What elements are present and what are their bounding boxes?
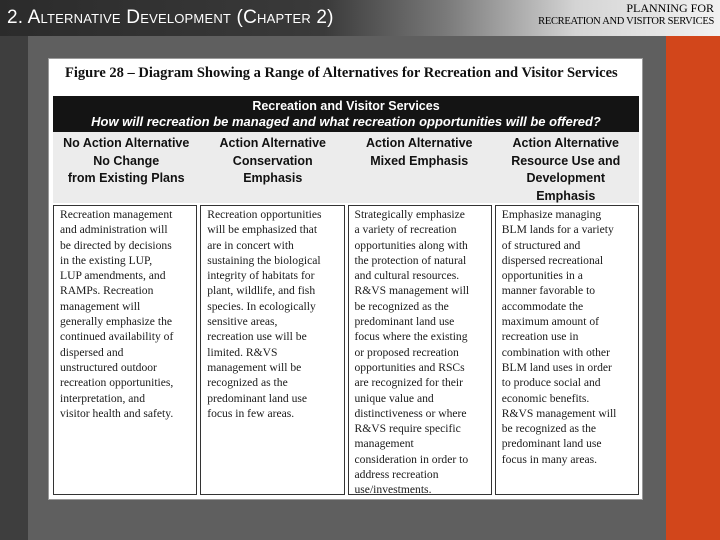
accent-strip xyxy=(666,36,720,540)
cell-text-line: recreation use will be xyxy=(207,330,307,344)
heading-line: Resource Use and xyxy=(511,153,621,168)
table-banner xyxy=(53,96,639,132)
heading-line: No Change xyxy=(93,153,160,168)
cell-text-line: maximum amount of xyxy=(501,315,599,329)
cell-text-line: combination with other xyxy=(501,345,610,359)
cell-text-line: focus in many areas. xyxy=(501,452,598,466)
cell-text-line: recreation use in xyxy=(501,330,579,344)
cell-text-line: address recreation xyxy=(354,468,439,482)
cell-text-line: continued availability of xyxy=(60,330,174,344)
cell-text-line: predominant land use xyxy=(207,391,308,405)
cell-text-line: plant, wildlife, and fish xyxy=(207,284,316,298)
cell-text-line: R&VS management will xyxy=(501,406,617,420)
heading-line: Emphasis xyxy=(536,188,596,203)
cell-text-line: will be emphasized that xyxy=(207,223,318,237)
left-decor-strip xyxy=(0,36,28,540)
heading-line: No Action Alternative xyxy=(63,136,190,150)
cell-text-line: use/investments. xyxy=(354,483,432,495)
cell-text-line: limited. R&VS xyxy=(207,345,278,359)
cell-text-line: are in concert with xyxy=(207,238,294,252)
cell-text-line: be directed by decisions xyxy=(60,238,172,252)
cell-text-line: manner favorable to xyxy=(501,284,596,298)
cell-text-line: management will xyxy=(60,299,141,313)
cell-text-line: accommodate the xyxy=(501,299,584,313)
cell-text-line: recognized as the xyxy=(207,376,288,390)
cell-text-line: the protection of natural xyxy=(354,253,467,267)
cell-text-line: focus in few areas. xyxy=(207,406,295,420)
cell-text-line: distinctiveness or where xyxy=(354,406,467,420)
heading-line: from Existing Plans xyxy=(67,171,185,185)
cell-text-line: and cultural resources. xyxy=(354,269,460,283)
cell-text-line: generally emphasize the xyxy=(60,315,173,329)
cell-text-line: integrity of habitats for xyxy=(207,269,315,283)
cell-text-line: species. In ecologically xyxy=(207,299,316,313)
cell-text-line: management will be xyxy=(207,360,302,374)
cell-text-line: dispersed recreational xyxy=(501,253,604,267)
cell-text-line: visitor health and safety. xyxy=(60,406,174,420)
cell-text-line: are recognized for their xyxy=(354,376,463,390)
cell-text-line: opportunities and RSCs xyxy=(354,360,465,374)
cell-conservation xyxy=(200,205,344,495)
cell-text-line: consideration in order to xyxy=(354,452,469,466)
banner-subtitle: How will recreation be managed and what recreation opportunities will be offered? xyxy=(91,114,601,129)
cell-text-line: to produce social and xyxy=(501,376,601,390)
cell-text-line: sustaining the biological xyxy=(207,253,321,267)
cell-text-line: Emphasize managing xyxy=(501,208,602,221)
column-header-conservation xyxy=(200,132,347,203)
heading-line: Mixed Emphasis xyxy=(370,153,469,168)
figure-caption: Figure 28 – Diagram Showing a Range of Alternatives for Recreation and Visitor Services xyxy=(65,65,618,81)
cell-text-line: BLM lands for a variety xyxy=(501,223,614,237)
cell-text-line: R&VS management will xyxy=(354,284,470,298)
cell-text-line: management xyxy=(354,437,414,451)
cell-text-line: recreation opportunities, xyxy=(60,376,174,390)
cell-text-line: predominant land use xyxy=(354,315,455,329)
cell-text-line: LUP amendments, and xyxy=(60,269,166,283)
cell-text-line: dispersed and xyxy=(60,345,124,359)
cell-text-line: and administration will xyxy=(60,223,168,237)
section-label-line2: RECREATION AND VISITOR SERVICES xyxy=(538,16,714,27)
slide-title: 2. Alternative Development (Chapter 2) xyxy=(7,7,334,28)
cell-text-line: or proposed recreation xyxy=(354,345,459,359)
cell-text-line: be recognized as the xyxy=(354,299,449,313)
cell-text-line: of structured and xyxy=(501,238,581,252)
cell-resource-use xyxy=(495,205,639,495)
cell-text-line: predominant land use xyxy=(501,437,602,451)
cell-text-line: a variety of recreation xyxy=(354,223,457,237)
cell-text-line: focus where the existing xyxy=(354,330,468,344)
banner-title: Recreation and Visitor Services xyxy=(252,99,440,113)
cell-text-line: interpretation, and xyxy=(60,391,145,405)
heading-line: Action Alternative xyxy=(365,136,473,150)
column-header-mixed xyxy=(346,132,493,203)
heading-line: Emphasis xyxy=(243,171,303,185)
cell-text-line: R&VS require specific xyxy=(354,422,461,436)
slide-header xyxy=(0,0,720,37)
section-label xyxy=(538,2,714,28)
cell-text-line: opportunities along with xyxy=(354,238,468,252)
cell-text-line: BLM land uses in order xyxy=(501,360,612,374)
cell-text-line: unstructured outdoor xyxy=(60,360,157,374)
cell-text-line: be recognized as the xyxy=(501,422,597,436)
column-headers xyxy=(53,132,639,203)
cell-text-line: economic benefits. xyxy=(501,391,590,405)
heading-line: Conservation xyxy=(232,153,313,168)
cell-text-line: opportunities in a xyxy=(501,269,583,283)
cell-text-line: sensitive areas, xyxy=(207,315,278,329)
cell-no-action xyxy=(53,205,197,495)
heading-line: Action Alternative xyxy=(512,136,619,150)
cell-text-line: unique value and xyxy=(354,391,434,405)
cell-text-line: Recreation management xyxy=(60,208,173,221)
heading-line: Development xyxy=(526,171,605,185)
cell-text-line: Recreation opportunities xyxy=(207,208,322,221)
column-header-resource-use xyxy=(493,132,640,203)
alternatives-table xyxy=(53,205,639,495)
cell-text-line: RAMPs. Recreation xyxy=(60,284,154,298)
heading-line: Action Alternative xyxy=(219,136,326,150)
cell-mixed xyxy=(348,205,492,495)
cell-text-line: Strategically emphasize xyxy=(354,208,465,221)
column-header-no-action xyxy=(53,132,200,203)
cell-text-line: in the existing LUP, xyxy=(60,253,153,267)
section-label-line1: PLANNING FOR xyxy=(626,1,714,15)
figure-image xyxy=(48,58,643,500)
